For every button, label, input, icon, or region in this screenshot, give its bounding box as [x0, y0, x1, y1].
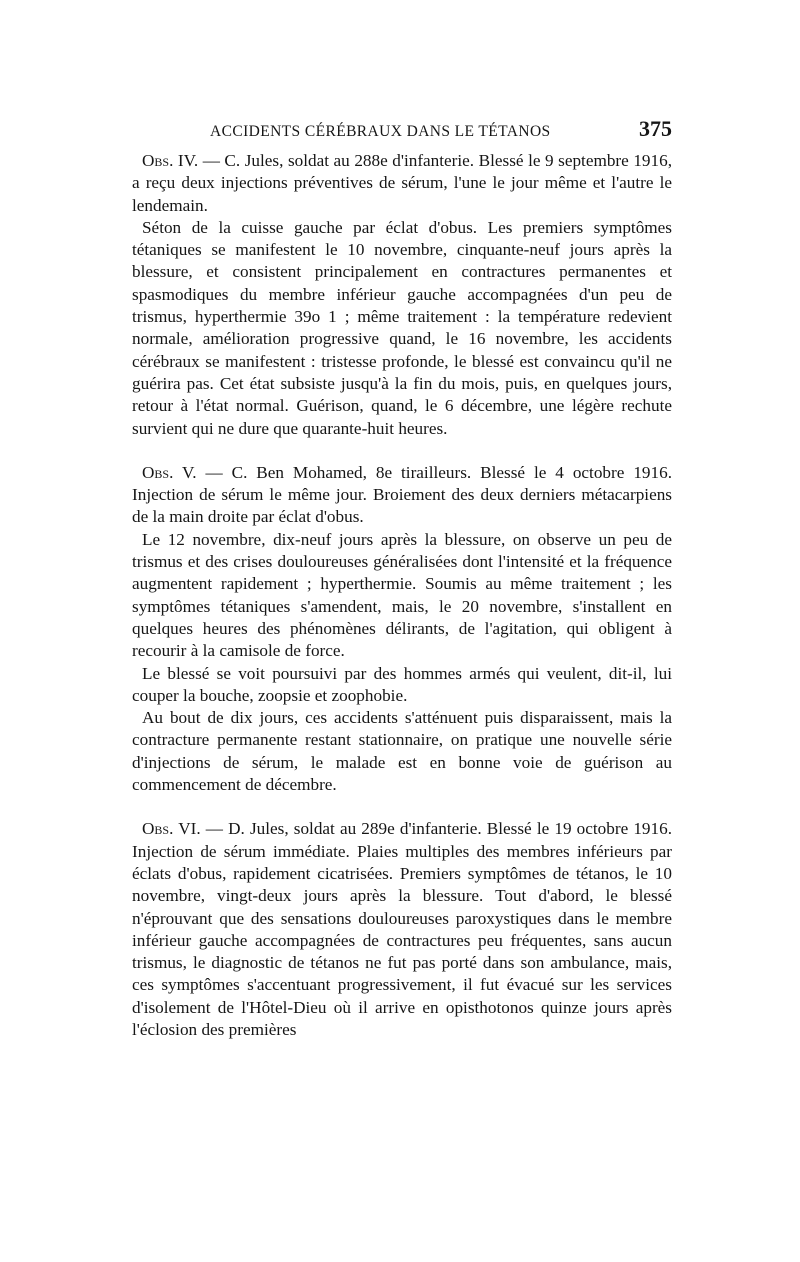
obs-4-label: Obs. IV.	[142, 151, 199, 170]
obs-6-text: — D. Jules, soldat au 289e d'infanterie. Blessé le 19 octobre 1916. Injection de sérum immédiate. Plaies multiples des membres inférieurs par éclats d'obus, rapidement cicatrisées. Premiers symptômes de tétanos, le 10 novembre, vingt-deux jours après la blessure. Tout d'abord, le blessé n'éprouvant que des sensations douloureuses paroxystiques dans le membre inférieur gauche accompagnées de contractures peu fréquentes, sans aucun trismus, le diagnostic de tétanos ne fut pas porté dans son ambulance, mais, ces symptômes s'accentuant progressivement, il fut évacué sur les services d'isolement de l'Hôtel-Dieu où il arrive en opisthotonos quinze jours après l'éclosion des premières	[132, 819, 673, 1039]
obs-5-intro	[132, 462, 672, 529]
obs-4-text: — C. Jules, soldat au 288e d'infanterie. Blessé le 9 septembre 1916, a reçu deux injections préventives de sérum, l'une le jour même et l'autre le lendemain.	[132, 151, 672, 215]
obs-5-paragraph: Le 12 novembre, dix-neuf jours après la blessure, on observe un peu de trismus et des crises douloureuses généralisées dont l'intensité et la fréquence augmentent rapidement ; hyperthermie. Soumis au même traitement ; les symptômes tétaniques s'amendent, mais, le 20 novembre, s'installent en quelques heures des phénomènes délirants, de l'agitation, qui obligent à recourir à la camisole de force.	[132, 529, 672, 661]
obs-5-paragraph: Au bout de dix jours, ces accidents s'atténuent puis disparaissent, mais la contracture permanente restant stationnaire, on pratique une nouvelle série d'injections de sérum, le malade est en bonne voie de guérison au commencement de décembre.	[132, 708, 672, 795]
obs-4-intro	[132, 150, 672, 217]
obs-6-intro	[132, 818, 672, 1041]
obs-5-paragraph: Le blessé se voit poursuivi par des hommes armés qui veulent, dit-il, lui couper la bouche, zoopsie et zoophobie.	[132, 663, 672, 705]
body-text	[132, 150, 672, 1041]
obs-5-label: Obs. V.	[142, 462, 197, 482]
obs-4-paragraph: Séton de la cuisse gauche par éclat d'obus. Les premiers symptômes tétaniques se manifestent le 10 novembre, cinquante-neuf jours après la blessure, et consistent principalement en contractures permanentes et spasmodiques du membre inférieur gauche accompagnées d'un peu de trismus, hyperthermie 39o 1 ; même traitement : la température redevient normale, amélioration progressive quand, le 16 novembre, les accidents cérébraux se manifestent : tristesse profonde, le blessé est convaincu qu'il ne guérira pas. Cet état subsiste jusqu'à la fin du mois, puis, en quelques jours, retour à l'état normal. Guérison, quand, le 6 décembre, une légère rechute survient qui ne dure que quarante-huit heures.	[132, 217, 672, 438]
page-header	[132, 116, 672, 142]
obs-5-text: — C. Ben Mohamed, 8e tirailleurs. Blessé le 4 octobre 1916. Injection de sérum le même jour. Broiement des deux derniers métacarpiens de la main droite par éclat d'obus.	[132, 462, 672, 527]
page-number: 375	[639, 116, 672, 141]
obs-6-label: Obs. VI.	[142, 819, 201, 839]
running-head: ACCIDENTS CÉRÉBRAUX DANS LE TÉTANOS	[210, 123, 551, 140]
